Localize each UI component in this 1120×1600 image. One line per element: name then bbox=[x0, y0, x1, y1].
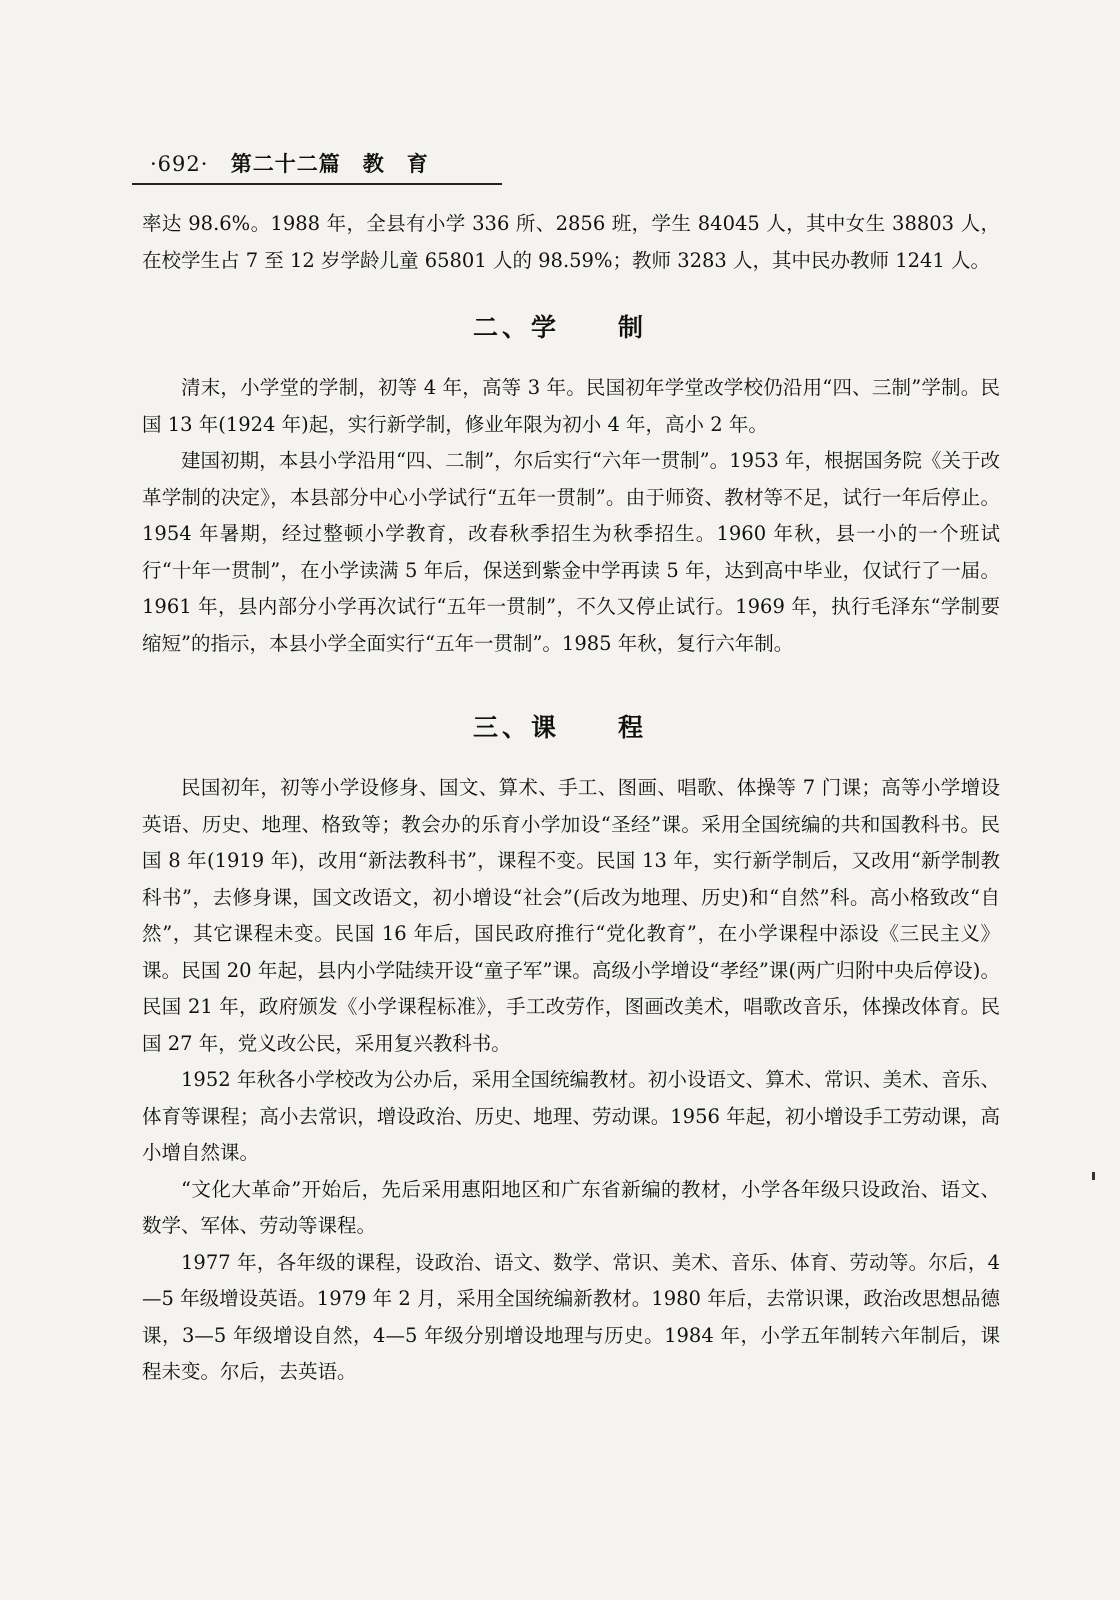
header-rule bbox=[132, 183, 502, 185]
section-school-system-body bbox=[142, 370, 1000, 662]
page-header bbox=[150, 148, 429, 178]
section-heading-curriculum: 三、课 程 bbox=[472, 713, 647, 742]
paragraph: 民国初年，初等小学设修身、国文、算术、手工、图画、唱歌、体操等 7 门课；高等小学增设英语、历史、地理、格致等；教会办的乐育小学加设“圣经”课。采用全国统编的共和国教科书。民国 8 年(1919 年)，改用“新法教科书”，课程不变。民国 13 年，实行新学制后，又改用“新学制教科书”，去修身课，国文改语文，初小增设“社会”(后改为地理、历史)和“自然”科。高小格致改“自然”，其它课程未变。民国 16 年后，国民政府推行“党化教育”，在小学课程中添设《三民主义》课。民国 20 年起，县内小学陆续开设“童子军”课。高级小学增设“孝经”课(两广归附中央后停设)。民国 21 年，政府颁发《小学课程标准》，手工改劳作，图画改美术，唱歌改音乐，体操改体育。民国 27 年，党义改公民，采用复兴教科书。 bbox=[142, 776, 1000, 1055]
paragraph: 1952 年秋各小学校改为公办后，采用全国统编教材。初小设语文、算术、常识、美术、音乐、体育等课程；高小去常识，增设政治、历史、地理、劳动课。1956 年起，初小增设手工劳动课，高小增自然课。 bbox=[142, 1068, 1000, 1164]
section-heading-school-system: 二、学 制 bbox=[472, 313, 647, 342]
paragraph: 建国初期，本县小学沿用“四、二制”，尔后实行“六年一贯制”。1953 年，根据国务院《关于改革学制的决定》，本县部分中心小学试行“五年一贯制”。由于师资、教材等不足，试行一年后停止。1954 年暑期，经过整顿小学教育，改春秋季招生为秋季招生。1960 年秋，县一小的一个班试行“十年一贯制”，在小学读满 5 年后，保送到紫金中学再读 5 年，达到高中毕业，仅试行了一届。1961 年，县内部分小学再次试行“五年一贯制”，不久又停止试行。1969 年，执行毛泽东“学制要缩短”的指示，本县小学全面实行“五年一贯制”。1985 年秋，复行六年制。 bbox=[142, 449, 1000, 655]
page-number: ·692· bbox=[150, 152, 209, 176]
paragraph: 清末，小学堂的学制，初等 4 年，高等 3 年。民国初年学堂改学校仍沿用“四、三制”学制。民国 13 年(1924 年)起，实行新学制，修业年限为初小 4 年，高小 2 年。 bbox=[142, 376, 1000, 436]
paragraph: 1977 年，各年级的课程，设政治、语文、数学、常识、美术、音乐、体育、劳动等。尔后，4—5 年级增设英语。1979 年 2 月，采用全国统编新教材。1980 年后，去常识课，政治改思想品德课，3—5 年级增设自然，4—5 年级分别增设地理与历史。1984 年，小学五年制转六年制后，课程未变。尔后，去英语。 bbox=[142, 1250, 1000, 1383]
intro-block bbox=[142, 206, 1000, 279]
margin-mark bbox=[1092, 1172, 1095, 1180]
section-curriculum-body bbox=[142, 770, 1000, 1391]
chapter-title: 第二十二篇 教 育 bbox=[230, 151, 429, 176]
intro-paragraph: 率达 98.6%。1988 年，全县有小学 336 所、2856 班，学生 84045 人，其中女生 38803 人，在校学生占 7 至 12 岁学龄儿童 65801 人的 98.59%；教师 3283 人，其中民办教师 1241 人。 bbox=[142, 212, 1000, 272]
paragraph: “文化大革命”开始后，先后采用惠阳地区和广东省新编的教材，小学各年级只设政治、语文、数学、军体、劳动等课程。 bbox=[142, 1177, 1000, 1237]
